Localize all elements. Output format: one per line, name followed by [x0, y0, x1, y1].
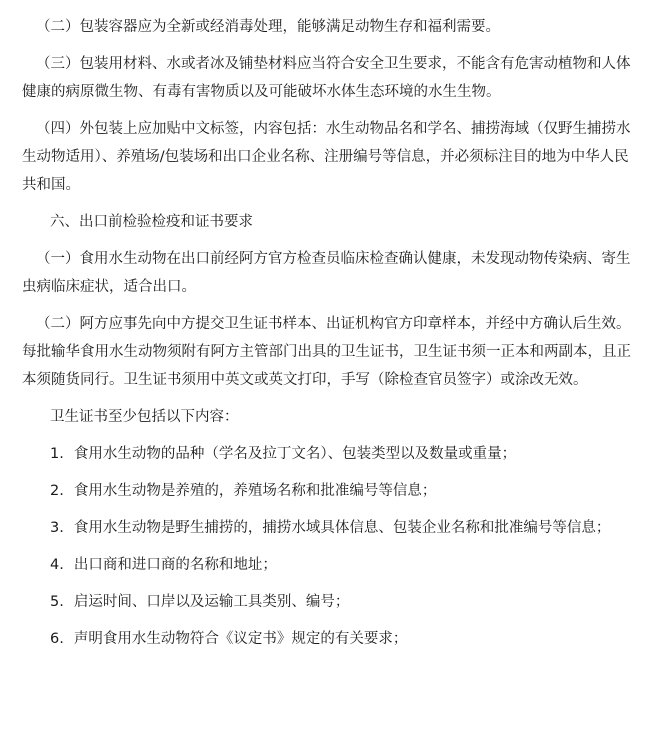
list-intro: 卫生证书至少包括以下内容： [50, 409, 239, 425]
section-heading: 六、出口前检验检疫和证书要求 [50, 214, 253, 230]
paragraph-outer-label: （四）外包装上应加贴中文标签，内容包括：水生动物品名和学名、捕捞海域（仅野生捕捞水生动物适用）、养殖场/包装场和出口企业名称、注册编号等信息，并必须标注目的地为中华人民共和国。 [22, 121, 631, 193]
paragraph-pre-export-inspection: （一）食用水生动物在出口前经阿方官方检查员临床检查确认健康，未发现动物传染病、寄生虫病临床症状，适合出口。 [22, 251, 631, 295]
list-item-number: 2. [50, 483, 64, 499]
paragraph-health-certificate: （二）阿方应事先向中方提交卫生证书样本、出证机构官方印章样本，并经中方确认后生效。每批输华食用水生动物须附有阿方主管部门出具的卫生证书，卫生证书须一正本和两副本，且正本须随货同行。卫生证书须用中英文或英文打印，手写（除检查官员签字）或涂改无效。 [22, 316, 631, 388]
list-item [22, 625, 635, 653]
paragraph-packaging-container: （二）包装容器应为全新或经消毒处理，能够满足动物生存和福利需要。 [36, 19, 500, 35]
list-item-text: 启运时间、口岸以及运输工具类别、编号； [73, 594, 350, 610]
list-item-number: 4. [50, 557, 64, 573]
list-item [22, 588, 635, 616]
list-item-text: 食用水生动物是养殖的，养殖场名称和批准编号等信息； [73, 483, 437, 499]
list-item [22, 440, 635, 468]
certificate-content-list [22, 440, 635, 653]
list-item-number: 6. [50, 631, 64, 647]
paragraph-packaging-materials: （三）包装用材料、水或者冰及铺垫材料应当符合安全卫生要求，不能含有危害动植物和人体健康的病原微生物、有毒有害物质以及可能破坏水体生态环境的水生生物。 [22, 56, 631, 100]
list-item [22, 514, 635, 542]
list-item-number: 1. [50, 446, 64, 462]
list-item [22, 551, 635, 579]
list-item-text: 声明食用水生动物符合《议定书》规定的有关要求； [73, 631, 408, 647]
list-item-text: 出口商和进口商的名称和地址； [73, 557, 277, 573]
list-item-number: 5. [50, 594, 64, 610]
list-item-text: 食用水生动物是野生捕捞的，捕捞水域具体信息、包装企业名称和批准编号等信息； [73, 520, 611, 536]
list-item-number: 3. [50, 520, 64, 536]
list-item-text: 食用水生动物的品种（学名及拉丁文名）、包装类型以及数量或重量； [73, 446, 517, 462]
list-item [22, 477, 635, 505]
